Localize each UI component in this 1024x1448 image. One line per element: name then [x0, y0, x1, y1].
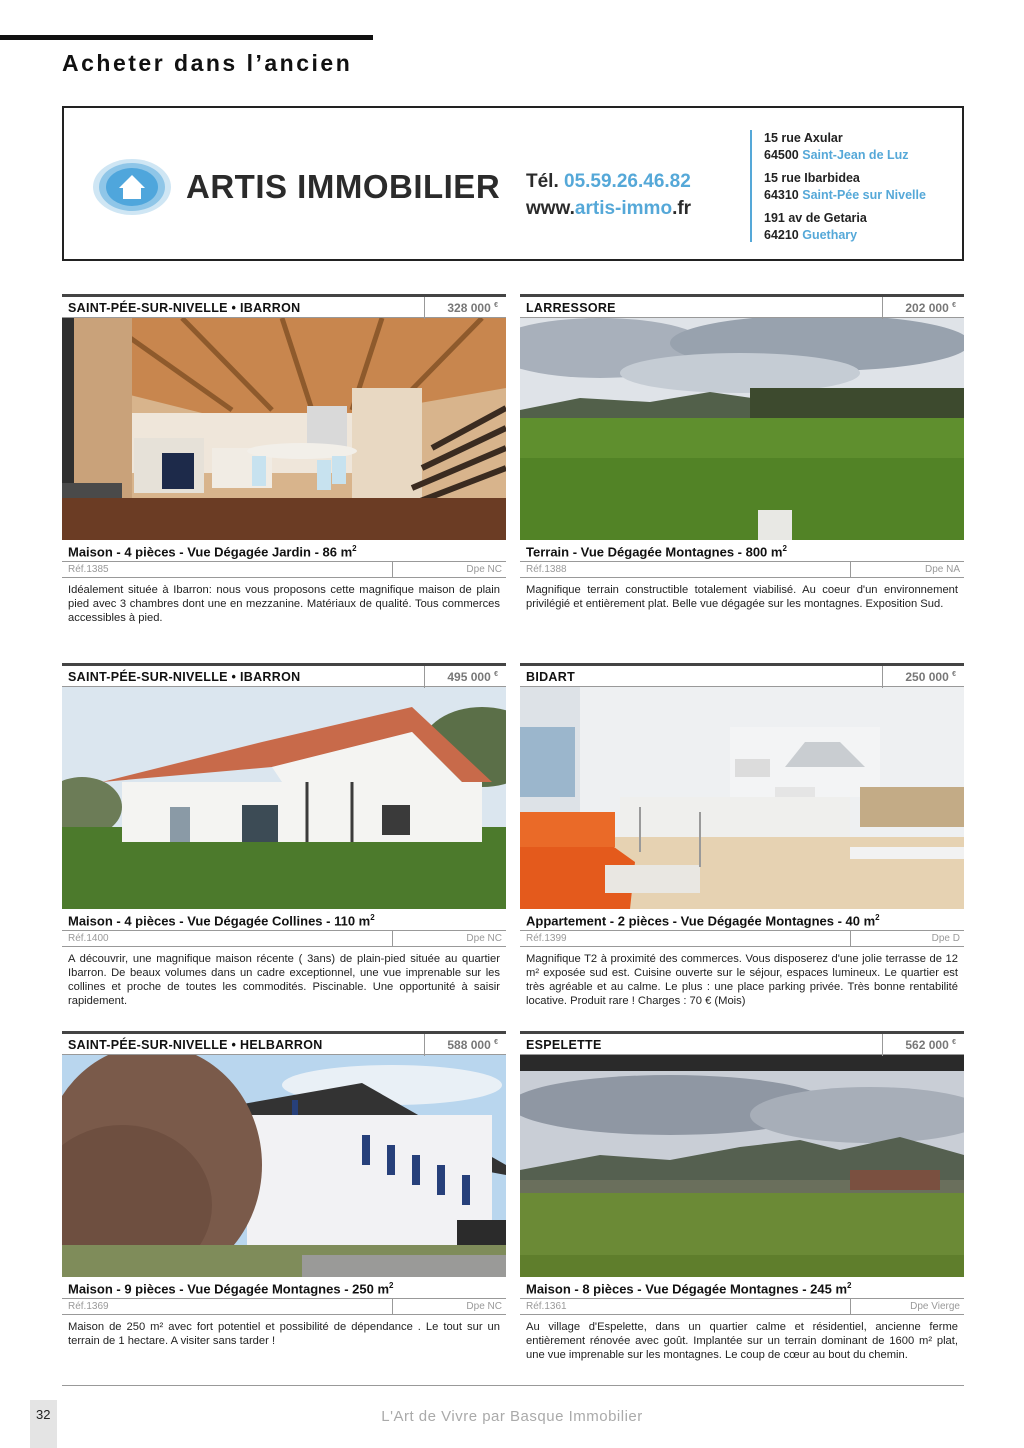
page-number: 32: [30, 1400, 57, 1448]
listing-title: Maison - 4 pièces - Vue Dégagée Collines - 110 $m^2$: [62, 909, 506, 931]
property-listing[interactable]: [520, 1031, 964, 1362]
listing-location: LARRESSORE: [526, 301, 616, 315]
listing-description: Magnifique terrain constructible totalement viabilisé. Au coeur d'un environnement privilégié et entièrement plat. Belle vue dégagée sur les montagnes. Exposition Sud.: [526, 584, 958, 610]
address-postcode: 64500: [764, 148, 799, 162]
listing-ref: Réf.1361: [526, 1301, 567, 1312]
house-logo-icon: [92, 158, 172, 216]
listing-meta: [62, 1299, 506, 1315]
basque-house-photo[interactable]: [62, 1055, 506, 1277]
phone-number[interactable]: 05.59.26.46.82: [564, 171, 691, 192]
garden-mountain-view-photo[interactable]: [520, 1055, 964, 1277]
agency-addresses: [750, 130, 926, 242]
listing-ref: Réf.1369: [68, 1301, 109, 1312]
listing-price: 588 000 €: [424, 1034, 506, 1056]
listing-location: BIDART: [526, 670, 576, 684]
address-street: 15 rue Axular: [764, 131, 843, 145]
property-listing[interactable]: [520, 294, 964, 611]
address-city: Saint-Jean de Luz: [802, 148, 909, 162]
address-city: Saint-Pée sur Nivelle: [802, 188, 926, 202]
section-title: Acheter dans l’ancien: [62, 50, 353, 76]
listing-description: Idéalement située à Ibarron: nous vous proposons cette magnifique maison de plain pied avec 3 chambres dont une en mezzanine. Matériaux de qualité. Tous commerces accessibles à pied.: [68, 584, 500, 624]
listing-description: Au village d'Espelette, dans un quartier calme et résidentiel, ancienne ferme entièrement rénovée avec goût. Implantée sur un terrain dominant de 1600 m² plat, une vue imprenable sur les montagnes. Le coup de cœur au bout du chemin.: [526, 1321, 958, 1361]
listing-ref: Réf.1388: [526, 564, 567, 575]
property-listing[interactable]: [62, 1031, 506, 1348]
agency-name: ARTIS IMMOBILIER: [186, 168, 501, 205]
website-prefix: www.: [526, 198, 575, 219]
website-name: artis-immo: [574, 198, 673, 219]
listing-location: SAINT-PÉE-SUR-NIVELLE • IBARRON: [68, 670, 301, 684]
address-entry: [764, 210, 926, 244]
apartment-living-photo[interactable]: [520, 687, 964, 909]
listing-ref: Réf.1399: [526, 933, 567, 944]
property-listing[interactable]: [520, 663, 964, 1008]
listing-meta: [62, 562, 506, 578]
listing-price: 250 000 €: [882, 666, 964, 688]
listing-meta: [62, 931, 506, 947]
listing-meta: [520, 931, 964, 947]
kitchen-interior-photo[interactable]: [62, 318, 506, 540]
address-postcode: 64310: [764, 188, 799, 202]
listing-meta: [520, 1299, 964, 1315]
phone-line: [526, 168, 691, 195]
listing-header: [520, 294, 964, 318]
top-rule: [0, 35, 373, 40]
white-house-photo[interactable]: [62, 687, 506, 909]
listing-dpe: Dpe D: [850, 931, 964, 946]
listing-header: [520, 663, 964, 687]
address-postcode: 64210: [764, 228, 799, 242]
listing-location: SAINT-PÉE-SUR-NIVELLE • HELBARRON: [68, 1038, 323, 1052]
agency-banner: [62, 106, 964, 261]
phone-label: Tél.: [526, 171, 559, 192]
website-suffix: .fr: [672, 198, 692, 219]
listing-description: Magnifique T2 à proximité des commerces. Vous disposerez d'une jolie terrasse de 12 m² exposée sud est. Cuisine ouverte sur le séjour, espaces lumineux. Le quartier est très agréable et au calme. Le plus : une place parking privée. Très bonne rentabilité locative. Produit rare ! Charges : 70 € (Mois): [526, 953, 958, 1007]
listing-price: 328 000 €: [424, 297, 506, 319]
listing-title: Maison - 4 pièces - Vue Dégagée Jardin - 86 $m^2$: [62, 540, 506, 562]
listing-location: ESPELETTE: [526, 1038, 602, 1052]
address-entry: [764, 130, 926, 164]
green-field-photo[interactable]: [520, 318, 964, 540]
listing-price: 495 000 €: [424, 666, 506, 688]
property-listing[interactable]: [62, 294, 506, 625]
listing-location: SAINT-PÉE-SUR-NIVELLE • IBARRON: [68, 301, 301, 315]
listing-header: [62, 1031, 506, 1055]
address-street: 191 av de Getaria: [764, 211, 867, 225]
listing-dpe: Dpe Vierge: [850, 1299, 964, 1314]
listing-header: [62, 294, 506, 318]
listing-description: A découvrir, une magnifique maison récente ( 3ans) de plain-pied située au quartier Ibarron. De beaux volumes dans un cadre exceptionnel, une vue imprenable sur les collines et proche de toutes les commodités. Piscinable. Une opportunité à saisir rapidement.: [68, 953, 500, 1007]
listing-ref: Réf.1400: [68, 933, 109, 944]
listing-title: Maison - 8 pièces - Vue Dégagée Montagnes - 245 $m^2$: [520, 1277, 964, 1299]
listing-header: [520, 1031, 964, 1055]
listing-price: 562 000 €: [882, 1034, 964, 1056]
listing-description: Maison de 250 m² avec fort potentiel et possibilité de dépendance . Le tout sur un terrain de 1 hectare. A visiter sans tarder !: [68, 1321, 500, 1347]
listing-title: Terrain - Vue Dégagée Montagnes - 800 $m^2$: [520, 540, 964, 562]
listing-dpe: Dpe NC: [392, 931, 506, 946]
footer-tagline: L'Art de Vivre par Basque Immobilier: [381, 1408, 643, 1425]
listing-title: Maison - 9 pièces - Vue Dégagée Montagnes - 250 $m^2$: [62, 1277, 506, 1299]
listing-header: [62, 663, 506, 687]
address-city: Guethary: [802, 228, 858, 242]
listing-dpe: Dpe NC: [392, 562, 506, 577]
address-street: 15 rue Ibarbidea: [764, 171, 860, 185]
listing-meta: [520, 562, 964, 578]
listing-title: Appartement - 2 pièces - Vue Dégagée Montagnes - 40 $m^2$: [520, 909, 964, 931]
listing-price: 202 000 €: [882, 297, 964, 319]
website-link[interactable]: [526, 195, 691, 222]
listing-dpe: Dpe NC: [392, 1299, 506, 1314]
bottom-rule: [62, 1385, 964, 1386]
property-listing[interactable]: [62, 663, 506, 1008]
address-entry: [764, 170, 926, 204]
listing-dpe: Dpe NA: [850, 562, 964, 577]
listing-ref: Réf.1385: [68, 564, 109, 575]
contact-block: [526, 168, 691, 222]
